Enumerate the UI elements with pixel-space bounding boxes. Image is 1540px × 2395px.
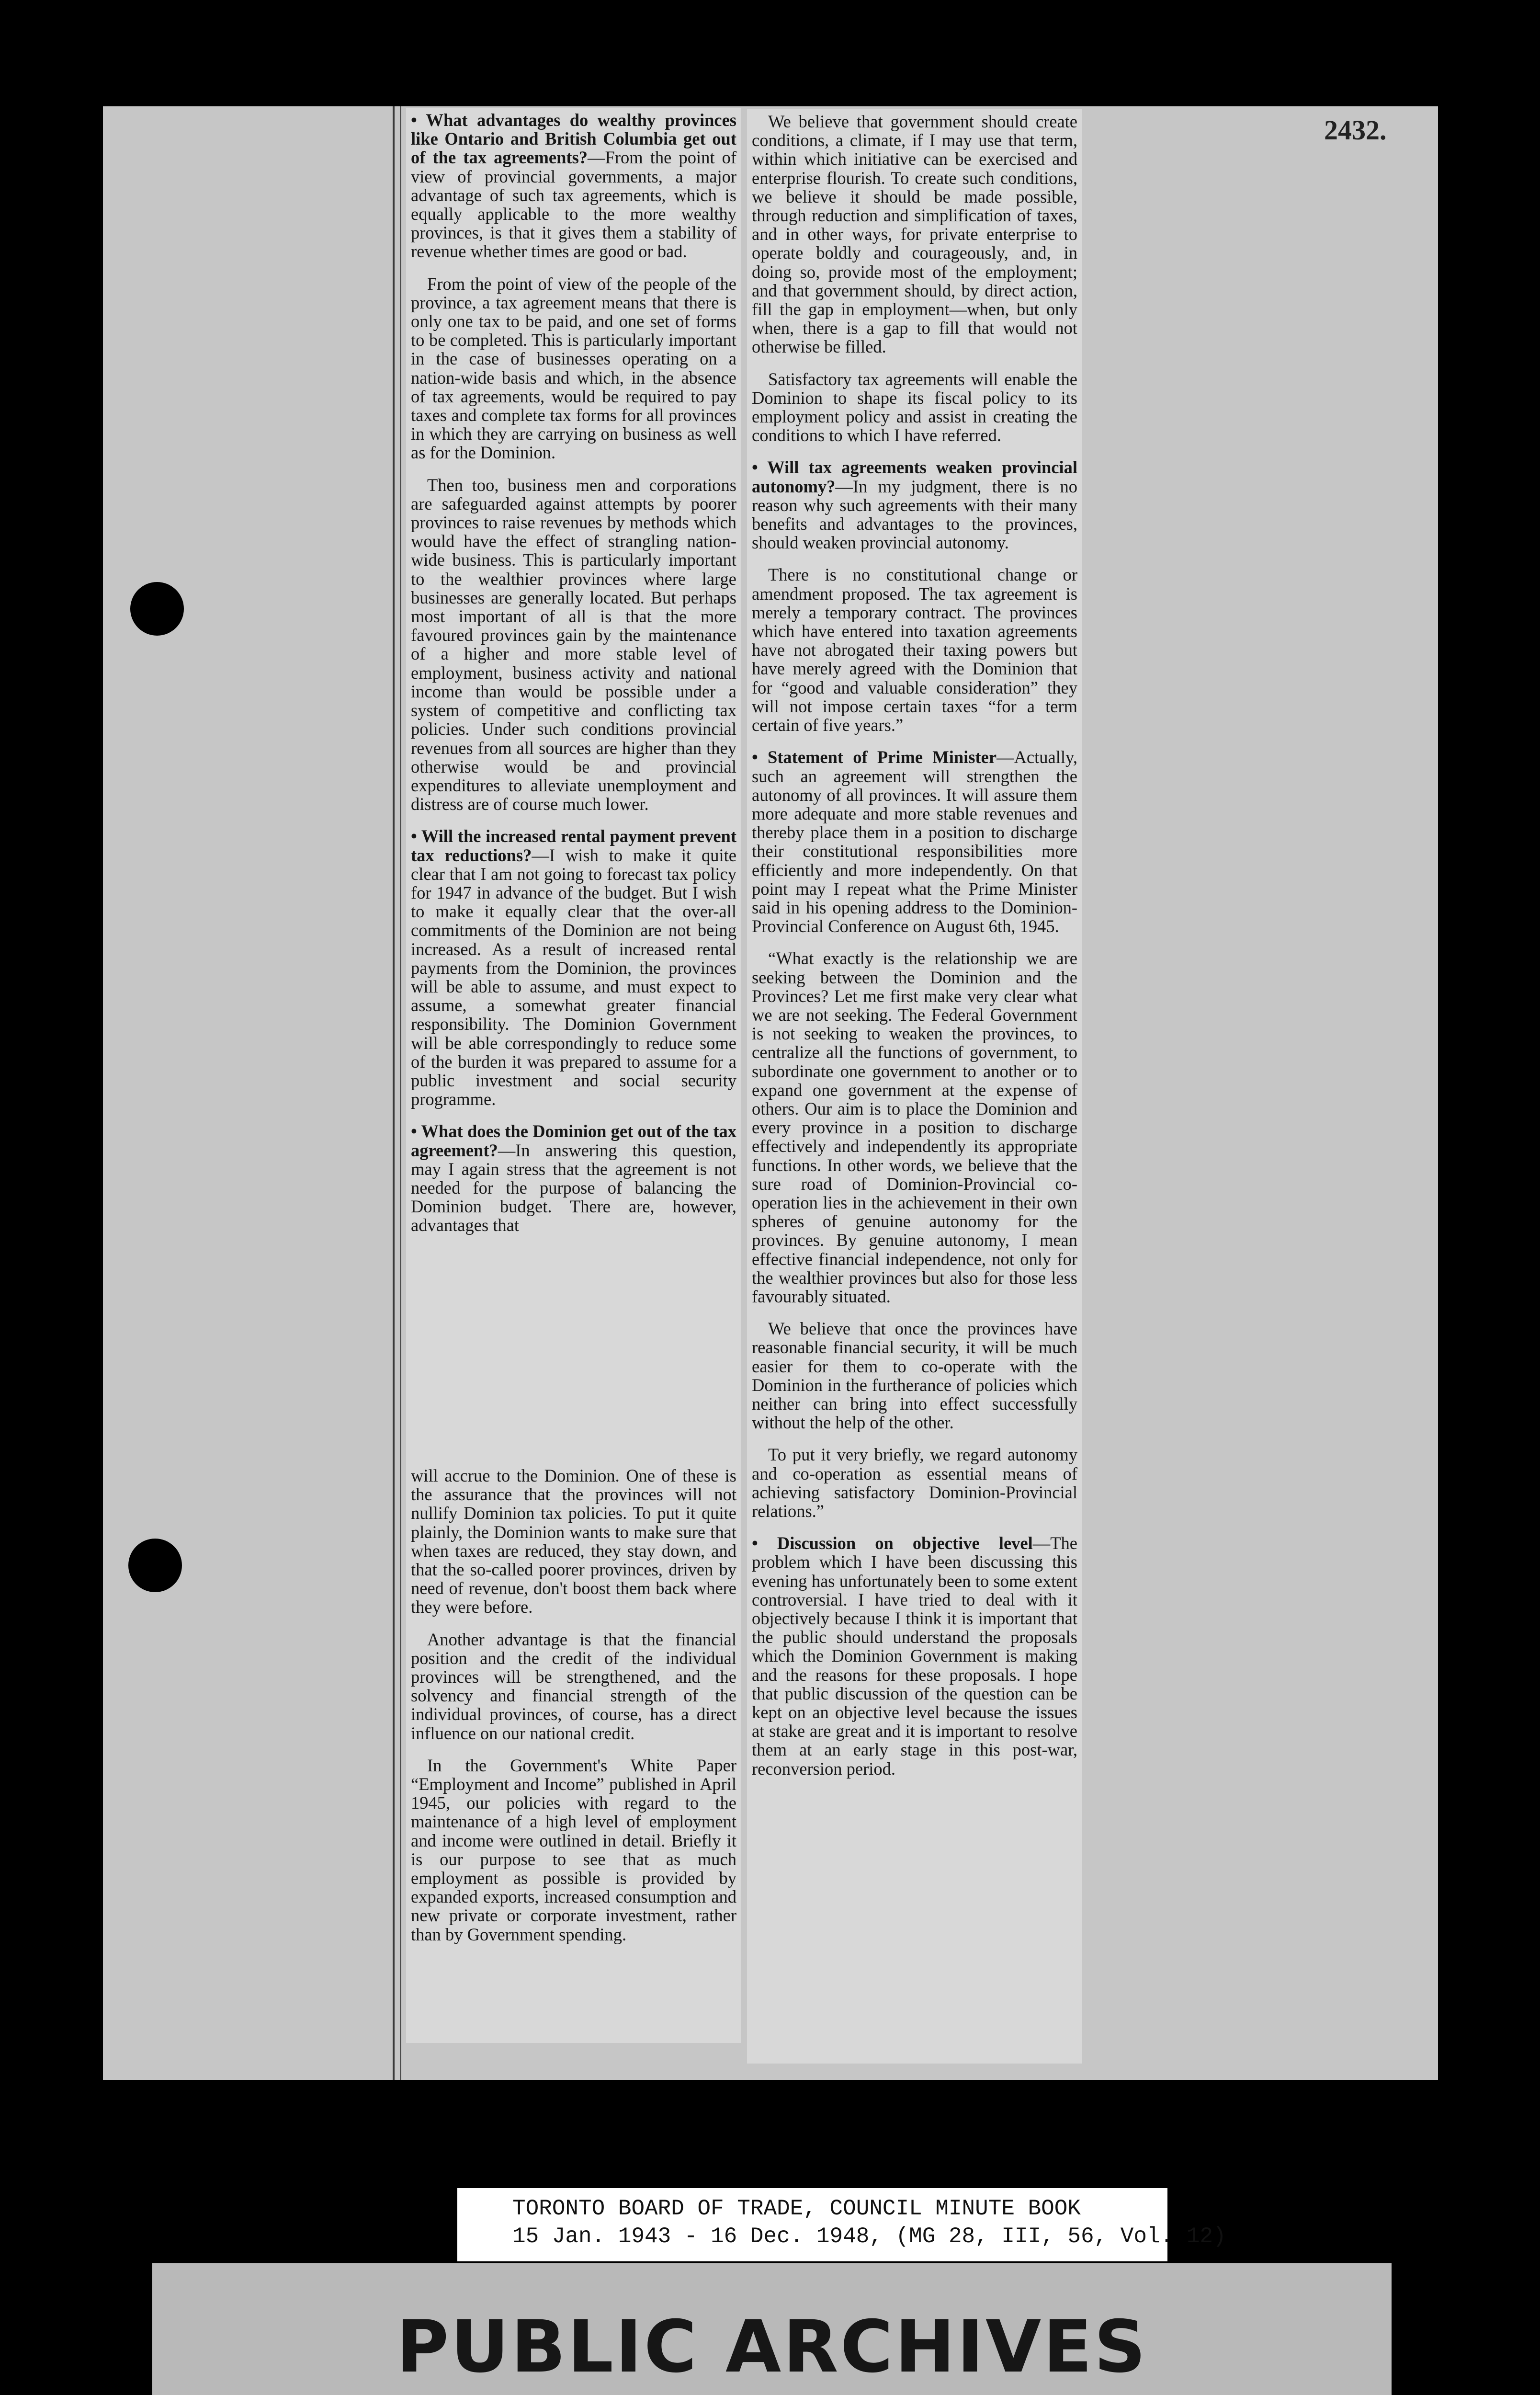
paragraph-text: From the point of view of the people of the province, a tax agreement means that there is only one tax to be paid, and one set of forms to be completed. This is particularly important in the case of businesses operating on a nation-wide basis and which, in the absence of tax agreements, would be required to pay taxes and complete tax forms for all provinces in which they are carrying on business as well as for the Dominion.: [411, 274, 736, 463]
label-line-1: TORONTO BOARD OF TRADE, COUNCIL MINUTE BOOK: [512, 2196, 1081, 2221]
paragraph-text: “What exactly is the relationship we are seeking between the Dominion and the Provinces? Let me first make very clear what we are not seeking. The Federal Government is not seeking to weaken the provinces, to centralize all the functions of government, to subordinate one government to another or to expand one government at the expense of others. Our aim is to place the Dominion and every province in a position to discharge effectively and independently its appropriate functions. In other words, we believe that the sure road of Dominion-Provincial co-operation lies in the achievement in their own spheres of genuine autonomy for the provinces. By genuine autonomy, I mean effective financial independence, not only for the wealthier provinces but also for those less favourably situated.: [752, 948, 1077, 1306]
paragraph: [411, 476, 736, 814]
paragraph: [411, 111, 736, 261]
clipping-column-1-bottom: [406, 1463, 741, 2043]
paragraph: [752, 1445, 1077, 1520]
paragraph: [411, 827, 736, 1108]
paragraph-heading: • What advantages do wealthy provinces like Ontario and British Columbia get out of the tax agreements?: [411, 110, 736, 168]
paragraph: [752, 458, 1077, 552]
paragraph-text: —Actually, such an agreement will strengthen the autonomy of all provinces. It will assure them more adequate and more stable revenues and thereby place them in a position to discharge their constitutional responsibilities more efficiently and more independently. On that point may I repeat what the Prime Minister said in his opening address to the Dominion-Provincial Conference on August 6th, 1945.: [752, 747, 1077, 936]
paragraph-text: —In my judgment, there is no reason why such agreements with their many benefits and advantages to the provinces, should weaken provincial autonomy.: [752, 476, 1077, 553]
paragraph-text: —I wish to make it quite clear that I am not going to forecast tax policy for 1947 in advance of the budget. But I wish to make it equally clear that the over-all commitments of the Dominion are not being increased. As a result of increased rental payments from the Dominion, the provinces will be able to assume, and must expect to assume, a somewhat greater financial responsibility. The Dominion Government will be able correspondingly to reduce some of the burden it was prepared to assume for a public investment and social security programme.: [411, 845, 737, 1109]
paragraph: [752, 949, 1077, 1306]
paragraph-text: —In answering this question, may I again stress that the agreement is not needed for the purpose of balancing the Dominion budget. There are, however, advantages that: [411, 1140, 736, 1235]
paragraph-text: —From the point of view of provincial governments, a major advantage of such tax agreements, which is equally applicable to the more wealthy provinces, is that it gives them a stability of revenue whether times are good or bad.: [411, 148, 737, 262]
archives-stamp: [152, 2263, 1392, 2395]
paragraph: [752, 565, 1077, 734]
paragraph-text: To put it very briefly, we regard autonomy and co-operation as essential means of achieving satisfactory Dominion-Provincial relations.”: [752, 1445, 1077, 1521]
page-number: 2432.: [1324, 114, 1387, 146]
clipping-column-1-top: [406, 108, 741, 1466]
paragraph: [752, 370, 1077, 445]
paragraph-text: Another advantage is that the financial position and the credit of the individual provinces will be strengthened, and the solvency and financial strength of the individual provinces, of course, has a direct influence on our national credit.: [411, 1629, 736, 1743]
punch-hole-lower: [128, 1539, 182, 1592]
page-fold-line-2: [400, 106, 401, 2080]
paragraph-text: Then too, business men and corporations are safeguarded against attempts by poorer provinces to raise revenues by methods which would have the effect of strangling nation-wide business. This is particularly important to the wealthier provinces where large businesses are generally located. But perhaps most important of all is that the more favoured provinces gain by the maintenance of a higher and more stable level of employment, business activity and national income than would be possible under a system of competitive and conflicting tax policies. Under such conditions provincial revenues from all sources are higher than they otherwise would be and provincial expenditures to alleviate unemployment and distress are of course much lower.: [411, 475, 736, 814]
paragraph: [411, 1756, 736, 1944]
page-fold-line: [393, 106, 395, 2080]
paragraph-heading: • Statement of Prime Minister: [752, 747, 997, 767]
paragraph: [411, 1630, 736, 1743]
label-line-2: 15 Jan. 1943 - 16 Dec. 1948, (MG 28, III, 56, Vol. 12): [512, 2224, 1226, 2249]
paragraph-heading: • Discussion on objective level: [752, 1533, 1033, 1553]
clipping-column-2: [747, 109, 1082, 2064]
paragraph-heading: • What does the Dominion get out of the tax agreement?: [411, 1121, 736, 1160]
paragraph: [752, 748, 1077, 935]
paragraph-text: There is no constitutional change or amendment proposed. The tax agreement is merely a temporary contract. The provinces which have entered into taxation agreements have not abrogated their taxing powers but have merely agreed with the Dominion that for “good and valuable consideration” they will not impose certain taxes “for a term certain of five years.”: [752, 565, 1077, 735]
paragraph: [752, 112, 1077, 356]
paragraph: [411, 274, 736, 462]
paragraph: [411, 1122, 736, 1234]
paragraph: [411, 1466, 736, 1617]
paragraph-text: Satisfactory tax agreements will enable the Dominion to shape its fiscal policy to its employment policy and assist in creating the conditions to which I have referred.: [752, 369, 1077, 445]
paragraph-heading: • Will the increased rental payment prevent tax reductions?: [411, 826, 736, 865]
punch-hole-upper: [130, 582, 184, 636]
paragraph-text: In the Government's White Paper “Employment and Income” published in April 1945, our policies with regard to the maintenance of a high level of employment and income were outlined in detail. Briefly it is our purpose to see that as much employment as possible is provided by expanded exports, increased consumption and new private or corporate investment, rather than by Government spending.: [411, 1755, 736, 1944]
paragraph-text: We believe that once the provinces have reasonable financial security, it will be much easier for them to co-operate with the Dominion in the furtherance of policies which neither can bring into effect successfully without the help of the other.: [752, 1319, 1077, 1433]
archive-reference-label: [457, 2188, 1226, 2261]
paragraph-text: We believe that government should create conditions, a climate, if I may use that term, within which initiative can be exercised and enterprise flourish. To create such conditions, we believe it should be made possible, through reduction and simplification of taxes, and in other ways, for private enterprise to operate boldly and courageously, and, in doing so, provide most of the employment; and that government should, by direct action, fill the gap in employment—when, but only when, there is a gap to fill that would not otherwise be filled.: [752, 112, 1077, 357]
paragraph-text: will accrue to the Dominion. One of these is the assurance that the provinces will not nullify Dominion tax policies. To put it quite plainly, the Dominion wants to make sure that when taxes are reduced, they stay down, and that the so-called poorer provinces, driven by need of revenue, don't boost them back where they were before.: [411, 1466, 736, 1617]
paragraph-heading: • Will tax agreements weaken provincial autonomy?: [752, 457, 1077, 496]
paragraph: [752, 1319, 1077, 1432]
paragraph-text: —The problem which I have been discussing this evening has unfortunately been to some extent controversial. I have tried to deal with it objectively because I think it is important that the public should understand the proposals which the Dominion Government is making and the reasons for these proposals. I hope that public discussion of the question can be kept on an objective level because the issues at stake are great and it is important to resolve them at an early stage in this post-war, reconversion period.: [752, 1533, 1077, 1779]
stamp-line-1: PUBLIC ARCHIVES: [396, 2305, 1148, 2389]
paragraph: [752, 1534, 1077, 1778]
